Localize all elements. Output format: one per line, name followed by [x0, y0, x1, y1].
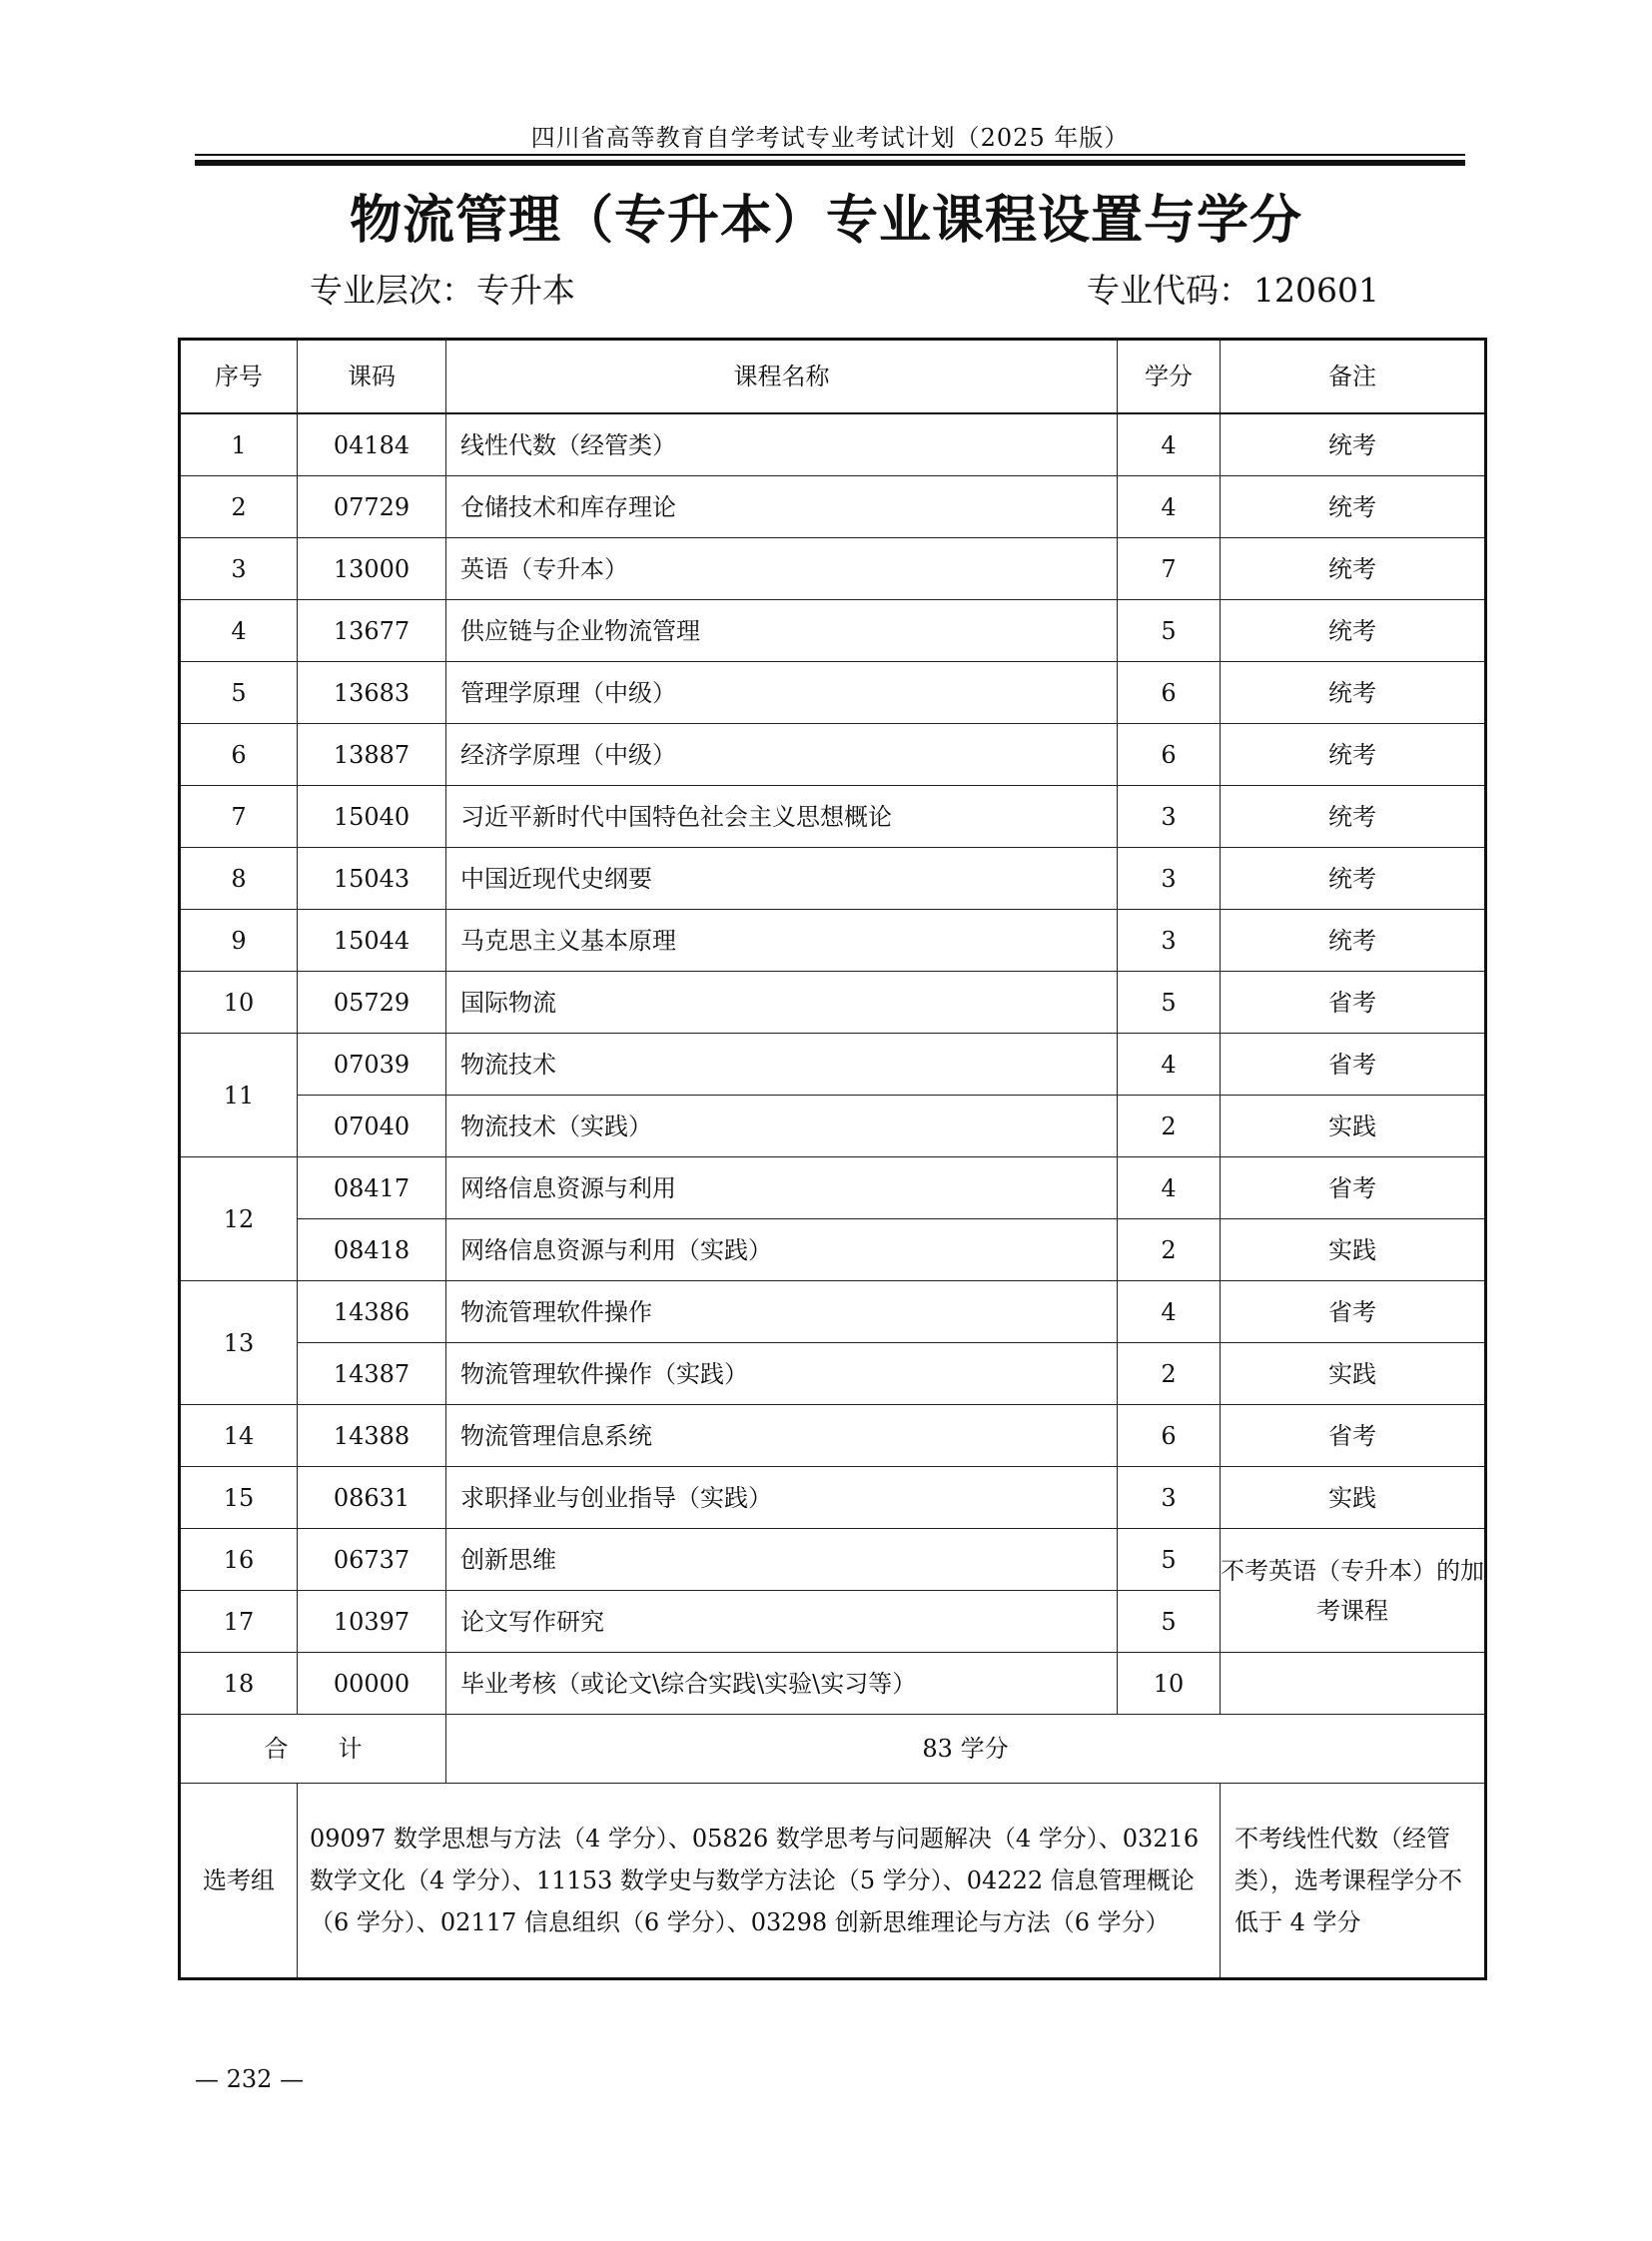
cell-note [1221, 1653, 1486, 1715]
course-table [178, 338, 1487, 1980]
cell-seq: 4 [180, 600, 298, 662]
cell-name: 论文写作研究 [446, 1591, 1118, 1653]
total-label-part: 合 [264, 1735, 289, 1763]
cell-seq: 3 [180, 538, 298, 600]
cell-credit: 4 [1118, 1157, 1221, 1219]
cell-note: 省考 [1221, 1034, 1486, 1096]
cell-name: 习近平新时代中国特色社会主义思想概论 [446, 786, 1118, 848]
cell-name: 经济学原理（中级） [446, 724, 1118, 786]
cell-credit: 3 [1118, 910, 1221, 972]
table-header-row [180, 340, 1486, 414]
major-level [310, 265, 575, 312]
cell-name: 网络信息资源与利用（实践） [446, 1219, 1118, 1281]
cell-name: 管理学原理（中级） [446, 662, 1118, 724]
table-row [180, 1034, 1486, 1096]
table-row [180, 1405, 1486, 1467]
cell-credit: 5 [1118, 600, 1221, 662]
cell-note: 省考 [1221, 1157, 1486, 1219]
cell-code: 00000 [298, 1653, 446, 1715]
cell-name: 供应链与企业物流管理 [446, 600, 1118, 662]
total-label [180, 1715, 446, 1784]
cell-code: 08417 [298, 1157, 446, 1219]
cell-name: 创新思维 [446, 1529, 1118, 1591]
cell-seq: 14 [180, 1405, 298, 1467]
cell-code: 15043 [298, 848, 446, 910]
cell-seq: 12 [180, 1157, 298, 1281]
cell-note: 不考英语（专升本）的加考课程 [1221, 1529, 1486, 1653]
elective-courses: 09097 数学思想与方法（4 学分）、05826 数学思考与问题解决（4 学分）、03216 数学文化（4 学分）、11153 数学史与数学方法论（5 学分）、04222 信息管理概论（6 学分）、02117 信息组织（6 学分）、03298 创新思维理论与方法（6 学分） [298, 1784, 1221, 1979]
cell-code: 05729 [298, 972, 446, 1034]
cell-name: 线性代数（经管类） [446, 413, 1118, 476]
table-row [180, 1281, 1486, 1343]
cell-credit: 6 [1118, 662, 1221, 724]
cell-seq: 10 [180, 972, 298, 1034]
table-row [180, 1529, 1486, 1591]
cell-code: 13887 [298, 724, 446, 786]
cell-note: 省考 [1221, 1405, 1486, 1467]
cell-name: 物流技术 [446, 1034, 1118, 1096]
cell-credit: 4 [1118, 413, 1221, 476]
cell-code: 04184 [298, 413, 446, 476]
elective-label: 选考组 [180, 1784, 298, 1979]
table-row [180, 476, 1486, 538]
table-row [180, 1219, 1486, 1281]
cell-credit: 3 [1118, 1467, 1221, 1529]
cell-note: 实践 [1221, 1096, 1486, 1157]
cell-code: 10397 [298, 1591, 446, 1653]
elective-row [180, 1784, 1486, 1979]
major-code-label: 专业代码： [1087, 271, 1251, 310]
cell-note: 统考 [1221, 786, 1486, 848]
column-header-note: 备注 [1221, 340, 1486, 414]
cell-name: 物流管理信息系统 [446, 1405, 1118, 1467]
cell-credit: 3 [1118, 786, 1221, 848]
cell-credit: 3 [1118, 848, 1221, 910]
table-row [180, 848, 1486, 910]
cell-seq: 2 [180, 476, 298, 538]
cell-note: 统考 [1221, 600, 1486, 662]
table-row [180, 910, 1486, 972]
column-header-code: 课码 [298, 340, 446, 414]
cell-note: 实践 [1221, 1467, 1486, 1529]
column-header-name: 课程名称 [446, 340, 1118, 414]
cell-note: 统考 [1221, 848, 1486, 910]
cell-seq: 11 [180, 1034, 298, 1157]
table-row [180, 1157, 1486, 1219]
major-code [1087, 265, 1379, 312]
cell-name: 物流管理软件操作（实践） [446, 1343, 1118, 1405]
running-header: 四川省高等教育自学考试专业考试计划（2025 年版） [530, 124, 1130, 152]
cell-code: 08631 [298, 1467, 446, 1529]
column-header-credit: 学分 [1118, 340, 1221, 414]
cell-credit: 5 [1118, 1591, 1221, 1653]
cell-code: 13677 [298, 600, 446, 662]
cell-name: 国际物流 [446, 972, 1118, 1034]
column-header-seq: 序号 [180, 340, 298, 414]
cell-credit: 5 [1118, 972, 1221, 1034]
cell-code: 15040 [298, 786, 446, 848]
table-row [180, 1467, 1486, 1529]
cell-code: 14388 [298, 1405, 446, 1467]
cell-name: 英语（专升本） [446, 538, 1118, 600]
total-label-part: 计 [338, 1735, 363, 1763]
table-row [180, 600, 1486, 662]
cell-note: 统考 [1221, 662, 1486, 724]
page-number: — 232 — [195, 2065, 305, 2093]
table-row [180, 1343, 1486, 1405]
cell-name: 马克思主义基本原理 [446, 910, 1118, 972]
cell-code: 07040 [298, 1096, 446, 1157]
table-row [180, 1096, 1486, 1157]
cell-credit: 7 [1118, 538, 1221, 600]
cell-credit: 10 [1118, 1653, 1221, 1715]
cell-note: 统考 [1221, 538, 1486, 600]
table-row [180, 1653, 1486, 1715]
cell-note: 统考 [1221, 724, 1486, 786]
cell-credit: 4 [1118, 476, 1221, 538]
cell-seq: 17 [180, 1591, 298, 1653]
major-code-value: 120601 [1253, 271, 1379, 310]
header-rule-thin [195, 154, 1465, 156]
cell-credit: 4 [1118, 1034, 1221, 1096]
cell-credit: 5 [1118, 1529, 1221, 1591]
cell-credit: 2 [1118, 1096, 1221, 1157]
cell-note: 省考 [1221, 972, 1486, 1034]
cell-note: 省考 [1221, 1281, 1486, 1343]
cell-seq: 18 [180, 1653, 298, 1715]
cell-name: 求职择业与创业指导（实践） [446, 1467, 1118, 1529]
cell-note: 统考 [1221, 476, 1486, 538]
table-row [180, 786, 1486, 848]
elective-note: 不考线性代数（经管类），选考课程学分不低于 4 学分 [1221, 1784, 1486, 1979]
cell-seq: 15 [180, 1467, 298, 1529]
cell-note: 实践 [1221, 1343, 1486, 1405]
cell-name: 网络信息资源与利用 [446, 1157, 1118, 1219]
cell-code: 06737 [298, 1529, 446, 1591]
cell-note: 统考 [1221, 910, 1486, 972]
cell-note: 实践 [1221, 1219, 1486, 1281]
table-row [180, 972, 1486, 1034]
cell-name: 物流管理软件操作 [446, 1281, 1118, 1343]
table-row [180, 662, 1486, 724]
cell-seq: 9 [180, 910, 298, 972]
cell-seq: 8 [180, 848, 298, 910]
cell-seq: 13 [180, 1281, 298, 1405]
cell-code: 07729 [298, 476, 446, 538]
major-level-label: 专业层次： [310, 271, 474, 310]
cell-name: 仓储技术和库存理论 [446, 476, 1118, 538]
table-row [180, 724, 1486, 786]
total-row [180, 1715, 1486, 1784]
cell-note: 统考 [1221, 413, 1486, 476]
table-row [180, 538, 1486, 600]
cell-credit: 2 [1118, 1343, 1221, 1405]
cell-code: 08418 [298, 1219, 446, 1281]
cell-seq: 16 [180, 1529, 298, 1591]
cell-credit: 6 [1118, 1405, 1221, 1467]
cell-seq: 5 [180, 662, 298, 724]
cell-code: 14386 [298, 1281, 446, 1343]
cell-code: 13000 [298, 538, 446, 600]
cell-code: 07039 [298, 1034, 446, 1096]
cell-credit: 2 [1118, 1219, 1221, 1281]
cell-name: 中国近现代史纲要 [446, 848, 1118, 910]
cell-credit: 6 [1118, 724, 1221, 786]
header-rule-thick [195, 160, 1465, 166]
cell-name: 毕业考核（或论文\综合实践\实验\实习等） [446, 1653, 1118, 1715]
cell-code: 13683 [298, 662, 446, 724]
total-value: 83 学分 [446, 1715, 1486, 1784]
cell-code: 14387 [298, 1343, 446, 1405]
major-level-value: 专升本 [476, 271, 575, 310]
cell-credit: 4 [1118, 1281, 1221, 1343]
cell-seq: 1 [180, 413, 298, 476]
cell-seq: 7 [180, 786, 298, 848]
cell-seq: 6 [180, 724, 298, 786]
page-title: 物流管理（专升本）专业课程设置与学分 [349, 191, 1302, 251]
cell-code: 15044 [298, 910, 446, 972]
cell-name: 物流技术（实践） [446, 1096, 1118, 1157]
table-row [180, 413, 1486, 476]
